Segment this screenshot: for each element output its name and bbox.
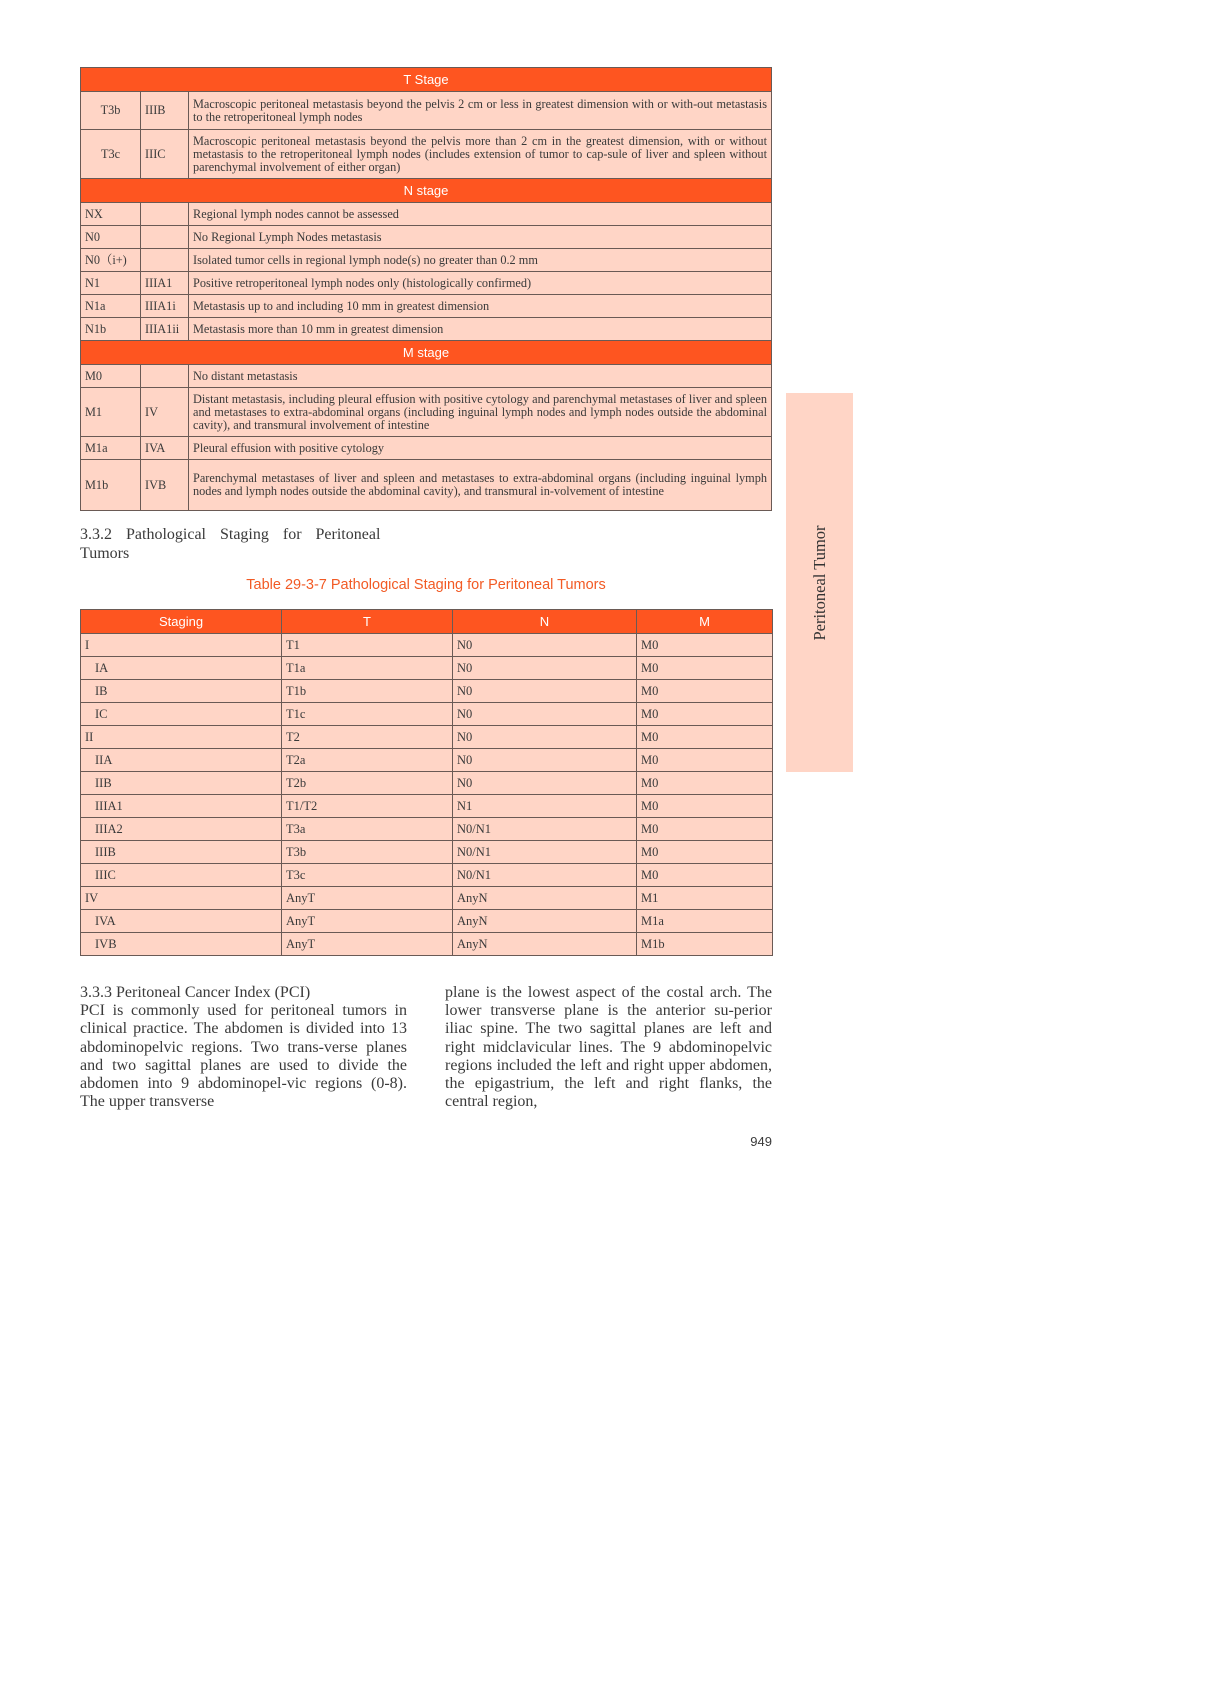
pathological-staging-table-body: [81, 634, 773, 956]
stage-group-cell: [141, 226, 189, 249]
n-stage-header-row: [81, 179, 772, 203]
staging-cell: IC: [81, 703, 282, 726]
stage-description-cell: Isolated tumor cells in regional lymph node(s) no greater than 0.2 mm: [189, 249, 772, 272]
table-row: [81, 318, 772, 341]
section-332-heading-line2: Tumors: [80, 544, 130, 562]
t-cell: T1c: [282, 703, 453, 726]
staging-cell: I: [81, 634, 282, 657]
stage-group-cell: IIIA1i: [141, 295, 189, 318]
table-row: [81, 841, 773, 864]
table-row: [81, 437, 772, 460]
t-cell: T1b: [282, 680, 453, 703]
stage-group-cell: [141, 249, 189, 272]
staging-cell: IIIB: [81, 841, 282, 864]
body-text-right-column: [445, 984, 772, 1111]
stage-group-cell: IIIA1ii: [141, 318, 189, 341]
tnm-staging-table: [80, 67, 772, 511]
staging-cell: IVB: [81, 933, 282, 956]
t-cell: T1: [282, 634, 453, 657]
table-row: [81, 92, 772, 130]
m-cell: M0: [637, 818, 773, 841]
header-m: M: [637, 610, 773, 634]
t-cell: T2: [282, 726, 453, 749]
m-cell: M0: [637, 726, 773, 749]
stage-code-cell: N1b: [81, 318, 141, 341]
stage-description-cell: Macroscopic peritoneal metastasis beyond the pelvis 2 cm or less in greatest dimension with or with-out metastasis to the retroperitoneal lymph nodes: [189, 92, 772, 130]
n-cell: N0: [453, 634, 637, 657]
t-cell: T3c: [282, 864, 453, 887]
section-333-heading: 3.3.3 Peritoneal Cancer Index (PCI): [80, 984, 311, 1001]
t-cell: T2b: [282, 772, 453, 795]
n-cell: N0: [453, 749, 637, 772]
pathological-staging-table: [80, 609, 773, 956]
table-row: [81, 795, 773, 818]
table-row: [81, 460, 772, 511]
t-cell: T3b: [282, 841, 453, 864]
stage-code-cell: T3b: [81, 92, 141, 130]
table-row: [81, 657, 773, 680]
stage-group-cell: IVB: [141, 460, 189, 511]
table-row: [81, 726, 773, 749]
body-text-left-column: [80, 984, 407, 1111]
n-cell: AnyN: [453, 933, 637, 956]
t-cell: T3a: [282, 818, 453, 841]
header-staging: Staging: [81, 610, 282, 634]
table-row: [81, 388, 772, 437]
n-cell: N0: [453, 657, 637, 680]
table-header-row: [81, 610, 773, 634]
page-number: 949: [750, 1134, 772, 1149]
m-cell: M0: [637, 795, 773, 818]
staging-cell: IIIA2: [81, 818, 282, 841]
m-stage-header: M stage: [81, 341, 772, 365]
n-stage-header: N stage: [81, 179, 772, 203]
t-stage-header-row: [81, 68, 772, 92]
stage-code-cell: M1: [81, 388, 141, 437]
header-t: T: [282, 610, 453, 634]
m-cell: M0: [637, 772, 773, 795]
stage-description-cell: Metastasis more than 10 mm in greatest dimension: [189, 318, 772, 341]
n-cell: N0/N1: [453, 841, 637, 864]
t-cell: T1a: [282, 657, 453, 680]
stage-code-cell: N0: [81, 226, 141, 249]
header-n: N: [453, 610, 637, 634]
t-cell: T2a: [282, 749, 453, 772]
m-cell: M0: [637, 703, 773, 726]
n-cell: N0: [453, 703, 637, 726]
stage-description-cell: Pleural effusion with positive cytology: [189, 437, 772, 460]
stage-code-cell: N1a: [81, 295, 141, 318]
staging-cell: IIIC: [81, 864, 282, 887]
table-row: [81, 864, 773, 887]
right-column-text: plane is the lowest aspect of the costal arch. The lower transverse plane is the anterior su-perior iliac spine. The two sagittal planes are left and right midclavicular lines. The 9 abdominopelvic regions included the left and right upper abdomen, the epigastrium, the left and right flanks, the central region,: [445, 984, 772, 1111]
staging-cell: IIB: [81, 772, 282, 795]
staging-cell: IB: [81, 680, 282, 703]
chapter-side-tab: [786, 393, 853, 772]
staging-cell: II: [81, 726, 282, 749]
staging-cell: IV: [81, 887, 282, 910]
m-cell: M0: [637, 657, 773, 680]
n-cell: AnyN: [453, 887, 637, 910]
m-cell: M0: [637, 680, 773, 703]
staging-cell: IIIA1: [81, 795, 282, 818]
m-cell: M1b: [637, 933, 773, 956]
table-row: [81, 634, 773, 657]
table-row: [81, 818, 773, 841]
table-row: [81, 680, 773, 703]
table-row: [81, 203, 772, 226]
table-row: [81, 130, 772, 179]
table-row: [81, 703, 773, 726]
staging-cell: IVA: [81, 910, 282, 933]
stage-code-cell: M1b: [81, 460, 141, 511]
staging-cell: IIA: [81, 749, 282, 772]
stage-group-cell: IIIC: [141, 130, 189, 179]
m-cell: M1a: [637, 910, 773, 933]
table-row: [81, 910, 773, 933]
stage-group-cell: [141, 203, 189, 226]
t-cell: AnyT: [282, 910, 453, 933]
n-cell: N1: [453, 795, 637, 818]
m-cell: M0: [637, 864, 773, 887]
stage-code-cell: N0（i+): [81, 249, 141, 272]
stage-description-cell: Parenchymal metastases of liver and spleen and metastases to extra-abdominal organs (including inguinal lymph nodes and lymph nodes outside the abdominal cavity), and transmural in-volvement of intestine: [189, 460, 772, 511]
stage-code-cell: NX: [81, 203, 141, 226]
table-row: [81, 933, 773, 956]
stage-group-cell: IV: [141, 388, 189, 437]
section-332-heading: [80, 526, 410, 563]
stage-group-cell: IIIB: [141, 92, 189, 130]
m-stage-header-row: [81, 341, 772, 365]
table-row: [81, 249, 772, 272]
m-cell: M0: [637, 634, 773, 657]
n-cell: N0/N1: [453, 818, 637, 841]
table-row: [81, 365, 772, 388]
tnm-staging-table-body: [81, 68, 772, 511]
table-row: [81, 772, 773, 795]
stage-description-cell: Macroscopic peritoneal metastasis beyond the pelvis more than 2 cm in the greatest dimension, with or without metastasis to the retroperitoneal lymph nodes (includes extension of tumor to cap-sule of liver and spleen without parenchymal involvement of either organ): [189, 130, 772, 179]
stage-code-cell: M1a: [81, 437, 141, 460]
m-cell: M0: [637, 841, 773, 864]
table-caption: Table 29-3-7 Pathological Staging for Peritoneal Tumors: [246, 577, 606, 593]
stage-group-cell: [141, 365, 189, 388]
stage-description-cell: Distant metastasis, including pleural effusion with positive cytology and parenchymal metastases of liver and spleen and metastases to extra-abdominal organs (including inguinal lymph nodes and lymph nodes outside the abdominal cavity), and transmural involvement of intestine: [189, 388, 772, 437]
stage-description-cell: Regional lymph nodes cannot be assessed: [189, 203, 772, 226]
stage-code-cell: N1: [81, 272, 141, 295]
table-row: [81, 295, 772, 318]
stage-group-cell: IIIA1: [141, 272, 189, 295]
stage-description-cell: No distant metastasis: [189, 365, 772, 388]
stage-code-cell: T3c: [81, 130, 141, 179]
t-cell: T1/T2: [282, 795, 453, 818]
n-cell: N0: [453, 772, 637, 795]
n-cell: N0: [453, 726, 637, 749]
t-stage-header: T Stage: [81, 68, 772, 92]
m-cell: M1: [637, 887, 773, 910]
table-row: [81, 272, 772, 295]
staging-cell: IA: [81, 657, 282, 680]
stage-group-cell: IVA: [141, 437, 189, 460]
section-332-heading-line1: 3.3.2 Pathological Staging for Peritoneal: [80, 526, 381, 543]
stage-code-cell: M0: [81, 365, 141, 388]
m-cell: M0: [637, 749, 773, 772]
chapter-side-tab-label: Peritoneal Tumor: [809, 524, 829, 641]
stage-description-cell: Positive retroperitoneal lymph nodes only (histologically confirmed): [189, 272, 772, 295]
t-cell: AnyT: [282, 887, 453, 910]
left-column-text: PCI is commonly used for peritoneal tumors in clinical practice. The abdomen is divided into 13 abdominopelvic regions. Two trans-verse planes and two sagittal planes are used to divide the abdomen into 9 abdominopel-vic regions (0-8). The upper transverse: [80, 1002, 407, 1111]
table-row: [81, 749, 773, 772]
table-row: [81, 887, 773, 910]
t-cell: AnyT: [282, 933, 453, 956]
table-row: [81, 226, 772, 249]
stage-description-cell: No Regional Lymph Nodes metastasis: [189, 226, 772, 249]
n-cell: N0/N1: [453, 864, 637, 887]
n-cell: AnyN: [453, 910, 637, 933]
stage-description-cell: Metastasis up to and including 10 mm in greatest dimension: [189, 295, 772, 318]
n-cell: N0: [453, 680, 637, 703]
